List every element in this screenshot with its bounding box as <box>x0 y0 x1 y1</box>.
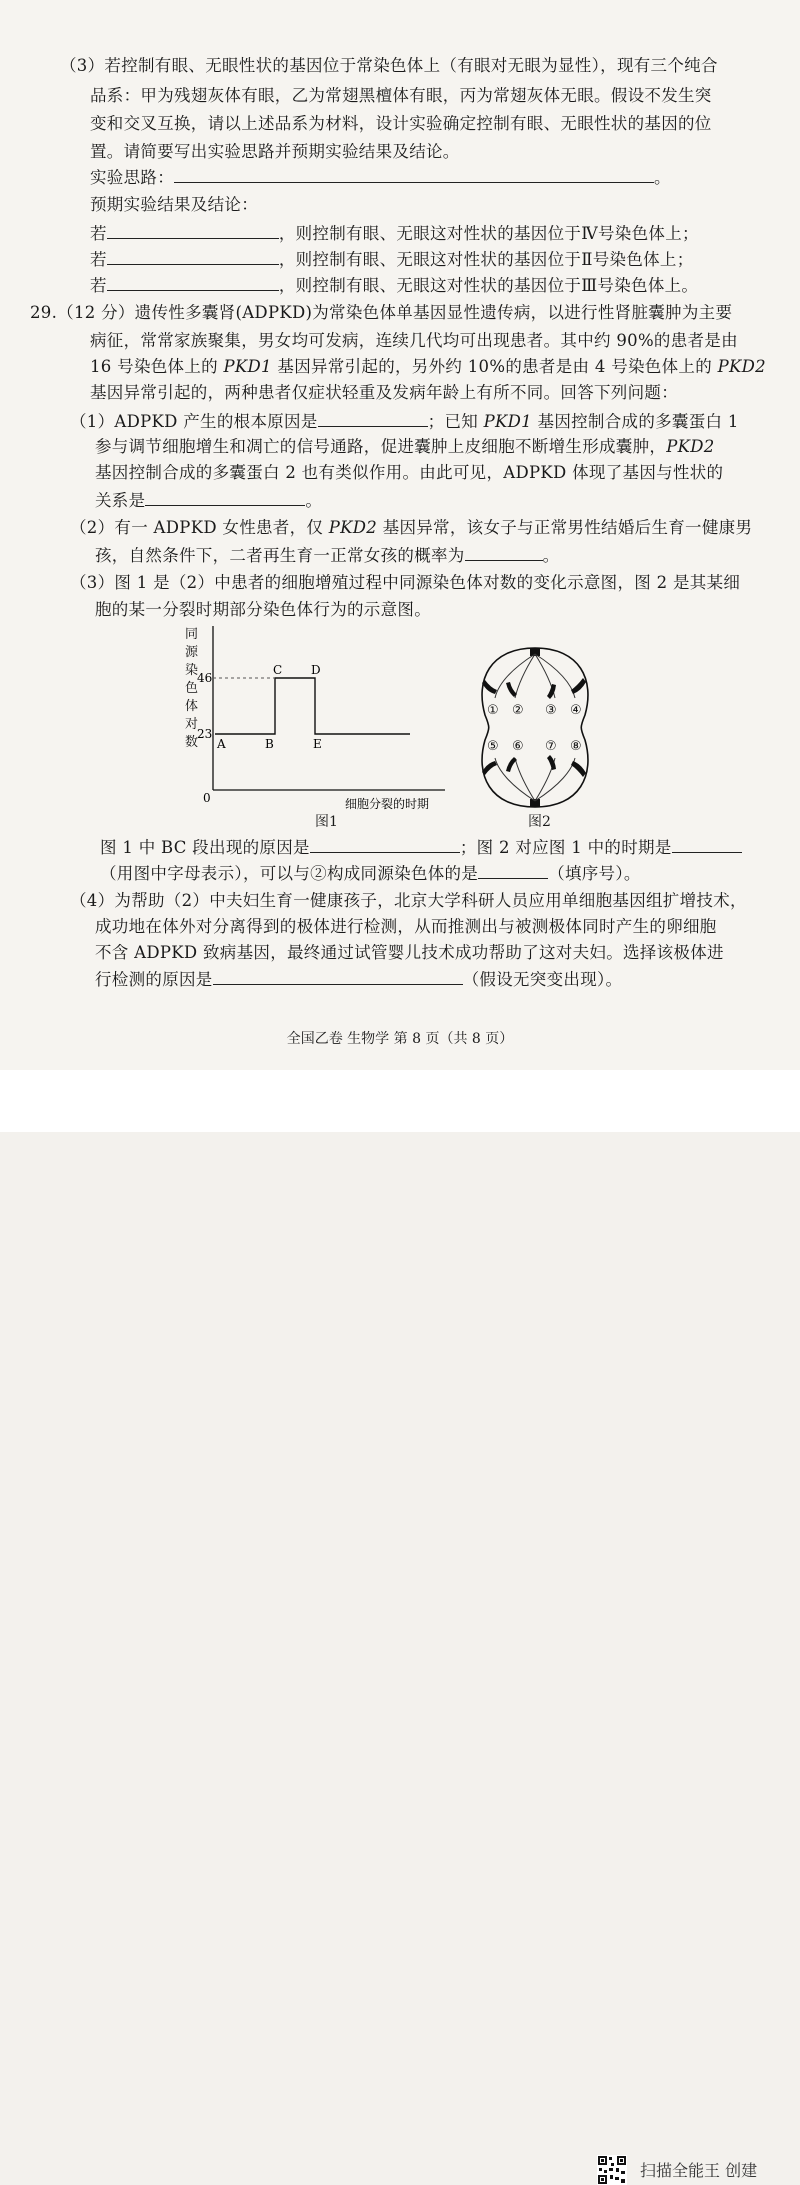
q3-line-1: （3）若控制有眼、无眼性状的基因位于常染色体上（有眼对无眼为显性），现有三个纯合 <box>60 56 718 75</box>
p2-blank-probability[interactable] <box>465 544 543 561</box>
experiment-idea-blank[interactable] <box>174 166 654 183</box>
q29-p3-line-2: 胞的某一分裂时期部分染色体行为的示意图。 <box>95 600 431 619</box>
q3-line-3: 变和交叉互换，请以上述品系为材料，设计实验确定控制有眼、无眼性状的基因的位 <box>90 114 712 133</box>
point-label-C: C <box>273 663 283 677</box>
q3-line-2: 品系：甲为残翅灰体有眼，乙为常翅黑檀体有眼，丙为常翅灰体无眼。假设不发生突 <box>90 86 712 105</box>
chromosome-6 <box>506 757 517 772</box>
label-1: ① <box>487 703 499 718</box>
q29-p4-line-1: （4）为帮助（2）中夫妇生育一健康孩子，北京大学科研人员应用单细胞基因组扩增技术， <box>70 891 747 910</box>
chromosome-7 <box>547 755 556 770</box>
cell-membrane <box>482 648 588 807</box>
q29-p2-line-2: 孩，自然条件下，二者再生育一正常女孩的概率为 。 <box>95 546 560 565</box>
ylabel-char: 染 <box>185 663 199 678</box>
scanner-watermark-bar <box>0 1070 800 2180</box>
label-7: ⑦ <box>545 739 557 754</box>
label-2: ② <box>512 703 524 718</box>
ylabel-char: 同 <box>185 627 199 642</box>
result-row-2: 若 ，则控制有眼、无眼这对性状的基因位于Ⅱ号染色体上； <box>90 250 694 269</box>
ylabel-char: 色 <box>185 681 199 696</box>
q29-p3-question-line-2: （用图中字母表示），可以与②构成同源染色体的是 （填序号）。 <box>100 864 641 883</box>
chromosome-1 <box>482 680 497 694</box>
chromosome-5 <box>482 761 497 775</box>
homolog-pairs-series-line <box>215 678 410 734</box>
result-row-1: 若 ，则控制有眼、无眼这对性状的基因位于Ⅳ号染色体上； <box>90 224 699 243</box>
p1-blank-relation[interactable] <box>145 489 305 506</box>
x-axis-label: 细胞分裂的时期 <box>345 797 430 811</box>
experiment-idea-row: 实验思路： 。 <box>90 168 671 187</box>
q29-p2-line-1: （2）有一 ADPKD 女性患者，仅 PKD2 基因异常，该女子与正常男性结婚后生育一健康男 <box>70 518 753 537</box>
result-blank-2[interactable] <box>107 248 279 265</box>
figure-1-caption: 图1 <box>315 814 338 830</box>
figure-1-chart <box>185 618 455 838</box>
ylabel-char: 对 <box>185 717 199 732</box>
page-footer: 全国乙卷 生物学 第 8 页（共 8 页） <box>286 1031 514 1047</box>
y-tick-0: 0 <box>203 791 211 805</box>
q29-p4-line-2: 成功地在体外对分离得到的极体进行检测，从而推测出与被测极体同时产生的卵细胞 <box>95 917 717 936</box>
qr-code-icon <box>597 2155 627 2185</box>
q29-p4-line-3: 不含 ADPKD 致病基因，最终通过试管婴儿技术成功帮助了这对夫妇。选择该极体进 <box>95 943 724 962</box>
q29-line-4: 基因异常引起的，两种患者仅症状轻重及发病年龄上有所不同。回答下列问题： <box>90 383 678 402</box>
q29-p1-line-4: 关系是 。 <box>95 491 323 510</box>
ylabel-char: 数 <box>185 735 199 750</box>
label-4: ④ <box>570 703 582 718</box>
expected-result-label: 预期实验结果及结论： <box>90 195 258 214</box>
chromosome-8 <box>571 761 586 777</box>
point-label-D: D <box>311 663 321 677</box>
y-tick-23: 23 <box>197 727 213 741</box>
q29-p1-line-2: 参与调节细胞增生和凋亡的信号通路，促进囊肿上皮细胞不断增生形成囊肿，PKD2 <box>95 437 715 456</box>
q29-p3-line-1: （3）图 1 是（2）中患者的细胞增殖过程中同源染色体对数的变化示意图，图 2 是其某细 <box>70 573 741 592</box>
result-blank-1[interactable] <box>107 222 279 239</box>
experiment-idea-label: 实验思路： <box>90 168 174 187</box>
point-label-E: E <box>313 737 322 751</box>
q29-p3-question-line-1: 图 1 中 BC 段出现的原因是 ；图 2 对应图 1 中的时期是 <box>100 836 742 859</box>
q29-p1-line-1: （1）ADPKD 产生的根本原因是 ；已知 PKD1 基因控制合成的多囊蛋白 1 <box>70 412 739 431</box>
q3-line-4: 置。请简要写出实验思路并预期实验结果及结论。 <box>90 142 460 161</box>
q29-line-3: 16 号染色体上的 PKD1 基因异常引起的，另外约 10%的患者是由 4 号染色体上的 PKD2 <box>90 357 766 376</box>
p3-blank-bc-reason[interactable] <box>310 836 460 853</box>
p1-blank-cause[interactable] <box>318 410 428 427</box>
p4-blank-reason[interactable] <box>213 968 463 985</box>
result-blank-3[interactable] <box>107 274 279 291</box>
label-6: ⑥ <box>512 739 524 754</box>
chromosome-4 <box>571 678 586 694</box>
point-label-A: A <box>217 737 226 751</box>
figure-2-caption: 图2 <box>528 814 551 830</box>
exam-page <box>0 0 800 1070</box>
q29-p4-line-4: 行检测的原因是 （假设无突变出现）。 <box>95 970 623 989</box>
ylabel-char: 体 <box>185 699 199 714</box>
scanner-credit: 扫描全能王 创建 <box>640 2161 758 2180</box>
label-5: ⑤ <box>487 739 499 754</box>
q29-line-2: 病征，常常家族聚集，男女均可发病，连续几代均可出现患者。其中约 90%的患者是由 <box>90 331 738 350</box>
spindle-fibers <box>495 654 575 801</box>
chromosome-2 <box>506 682 517 697</box>
point-label-B: B <box>265 737 274 751</box>
ylabel-char: 源 <box>185 645 199 660</box>
y-tick-46: 46 <box>197 671 213 685</box>
q29-p1-line-3: 基因控制合成的多囊蛋白 2 也有类似作用。由此可见，ADPKD 体现了基因与性状的 <box>95 463 724 482</box>
p3-blank-period[interactable] <box>672 836 742 853</box>
q29-line-1: 29.（12 分）遗传性多囊肾(ADPKD)为常染色体单基因显性遗传病，以进行性肾脏囊肿为主要 <box>30 303 733 322</box>
p3-blank-homolog[interactable] <box>478 862 548 879</box>
label-3: ③ <box>545 703 557 718</box>
figure-2-cell-diagram <box>470 640 600 815</box>
label-8: ⑧ <box>570 739 582 754</box>
result-row-3: 若 ，则控制有眼、无眼这对性状的基因位于Ⅲ号染色体上。 <box>90 276 699 295</box>
chromosomes <box>482 678 586 777</box>
